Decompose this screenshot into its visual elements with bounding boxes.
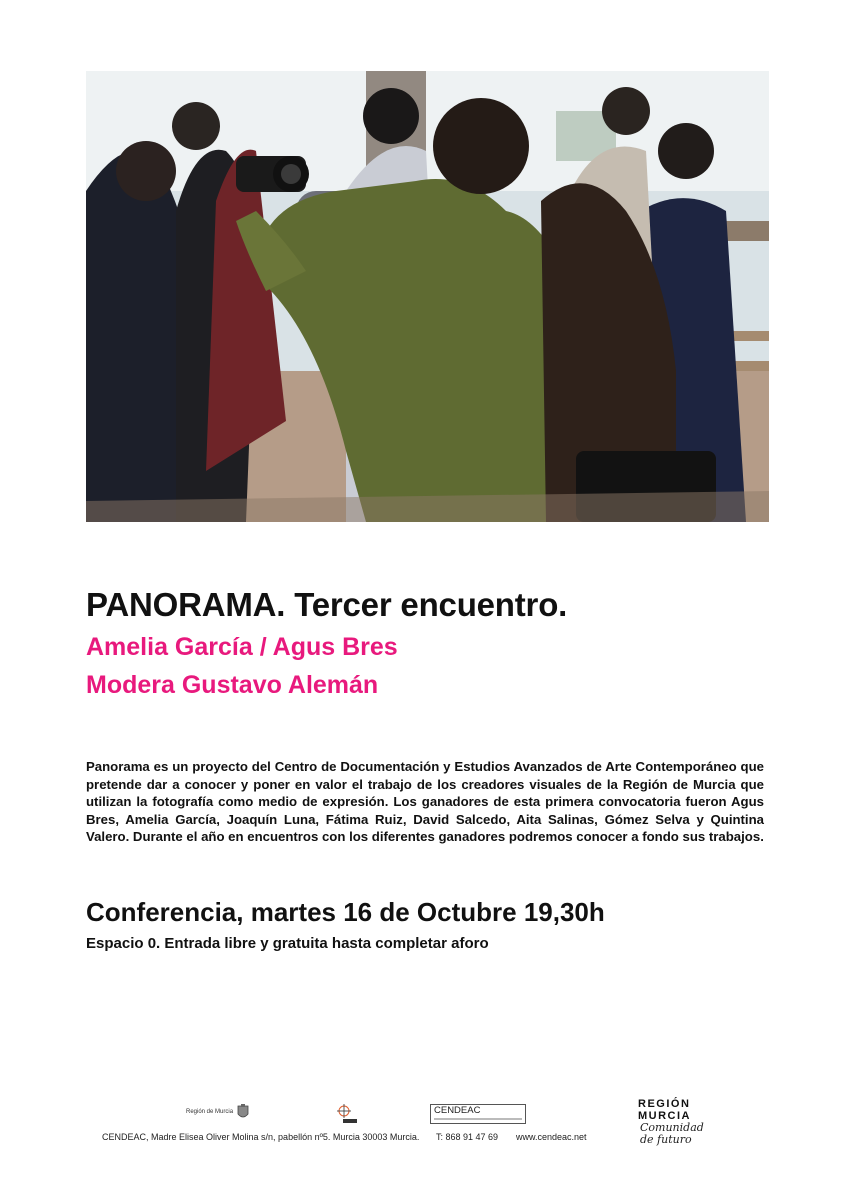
footer-website[interactable]: www.cendeac.net — [516, 1132, 587, 1142]
gobierno-logo — [186, 1104, 249, 1120]
event-speakers: Amelia García / Agus Bres — [86, 633, 398, 661]
region-logo-line3: Comunidad — [640, 1121, 704, 1134]
region-logo-line4: de futuro — [640, 1133, 692, 1146]
photo-scene — [86, 71, 769, 522]
hero-photo — [86, 71, 769, 522]
event-venue: Espacio 0. Entrada libre y gratuita hasta completar aforo — [86, 935, 489, 952]
event-moderator: Modera Gustavo Alemán — [86, 671, 379, 699]
region-logo-line1: REGIÓN — [638, 1098, 691, 1110]
event-title: PANORAMA. Tercer encuentro. — [86, 586, 568, 623]
coat-of-arms-icon — [237, 1104, 249, 1120]
footer-address: CENDEAC, Madre Elisea Oliver Molina s/n, pabellón nº5. Murcia 30003 Murcia. — [102, 1132, 420, 1142]
event-description: Panorama es un proyecto del Centro de Documentación y Estudios Avanzados de Arte Contemporáneo que pretende dar a conocer y poner en valor el trabajo de los creadores visuales de la Región de Murcia que utilizan la fotografía como medio de expresión. Los ganadores de esta primera convocatoria fueron Agus Bres, Amelia García, Joaquín Luna, Fátima Ruiz, David Salcedo, Aita Salinas, Gómez Selva y Quintina Valero. Durante el año en encuentros con los diferentes ganadores podremos conocer a fondo sus trabajos. — [86, 759, 764, 845]
region-logo-line2: MURCIA — [638, 1110, 691, 1122]
cendeac-logo — [430, 1104, 526, 1124]
gobierno-logo-text: Región de Murcia — [186, 1109, 234, 1115]
cendeac-logo-text: CENDEAC — [434, 1105, 481, 1116]
footer-phone: T: 868 91 47 69 — [436, 1132, 499, 1142]
region-murcia-logo — [638, 1098, 718, 1146]
ica-logo-icon — [334, 1103, 360, 1125]
cendeac-logo-subline — [434, 1118, 522, 1120]
event-schedule: Conferencia, martes 16 de Octubre 19,30h — [86, 897, 605, 927]
ica-logo — [334, 1103, 360, 1130]
